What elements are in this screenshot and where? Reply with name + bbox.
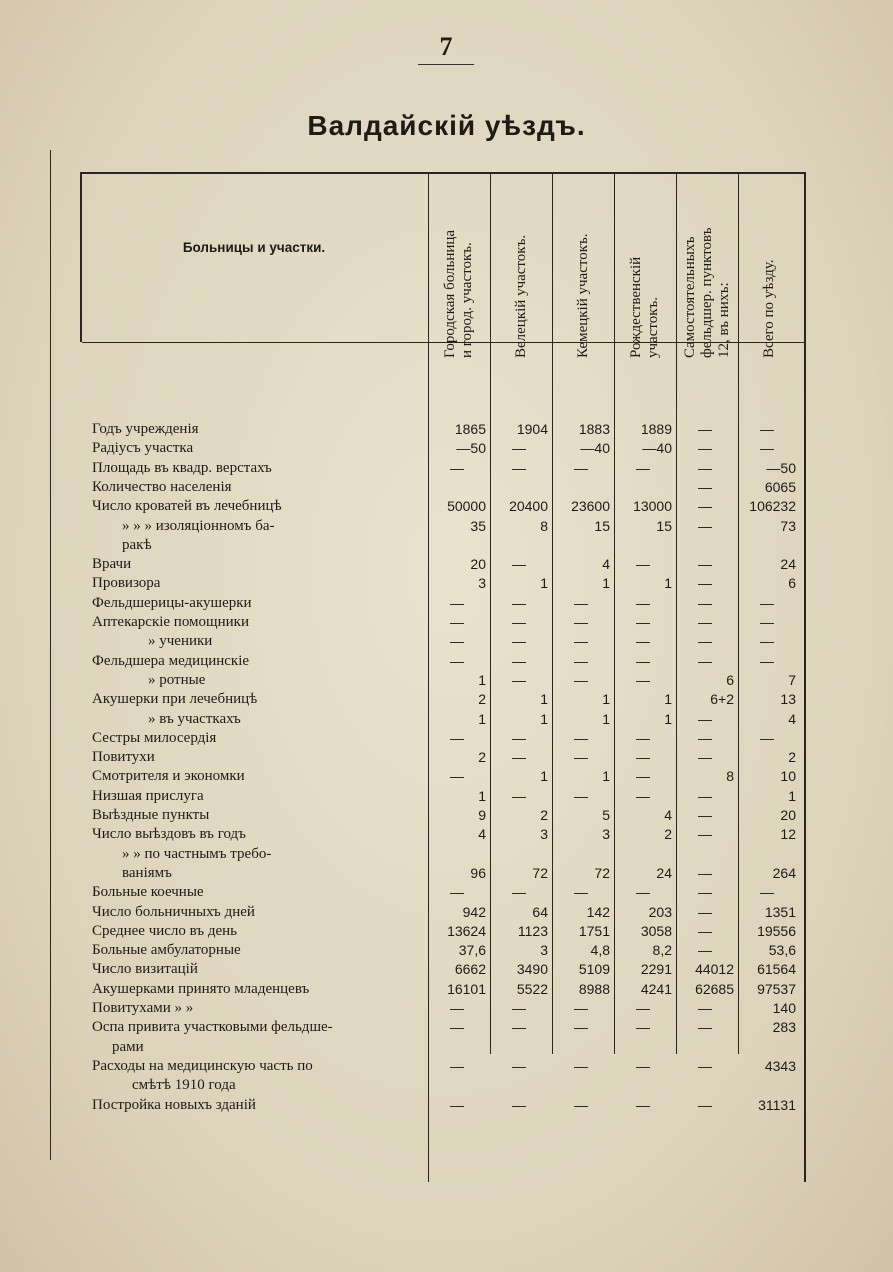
page-number: 7 <box>439 32 453 61</box>
table-row <box>0 999 893 1017</box>
row-value: 1 <box>664 691 672 708</box>
row-value: 1 <box>540 710 548 727</box>
row-value: — <box>450 633 464 650</box>
row-value: — <box>512 614 526 630</box>
row-value: — <box>512 884 526 901</box>
row-label: Фельдшера медицинскіе <box>92 652 250 669</box>
row-value: 1751 <box>578 922 610 939</box>
row-value: — <box>636 884 650 901</box>
row-value: 3 <box>478 575 486 592</box>
row-value: — <box>760 440 774 457</box>
column-heading <box>491 178 551 358</box>
row-value: — <box>760 614 774 630</box>
row-label: Больные коечные <box>92 884 204 901</box>
row-label: » въ участкахъ <box>148 710 241 727</box>
row-value: — <box>698 864 712 881</box>
row-value: 37,6 <box>458 942 486 959</box>
row-value: 97537 <box>757 980 796 997</box>
row-value: — <box>698 710 712 727</box>
row-value: 4343 <box>764 1057 796 1074</box>
column-heading-line: 12, въ нихъ: <box>715 282 732 358</box>
row-value: — <box>512 671 526 688</box>
row-value: — <box>698 478 712 495</box>
table-row <box>0 594 893 612</box>
row-value: — <box>698 903 712 920</box>
row-value: —50 <box>766 459 796 476</box>
row-value: — <box>512 729 526 746</box>
row-value: — <box>636 787 650 804</box>
row-value: — <box>698 440 712 457</box>
row-value: — <box>698 575 712 592</box>
row-value: 50000 <box>447 498 486 515</box>
row-value: 6662 <box>454 961 486 978</box>
row-value: 140 <box>772 1000 796 1016</box>
row-value: 264 <box>772 864 796 881</box>
row-value: 1351 <box>764 903 796 920</box>
table-row <box>0 806 893 824</box>
row-value: — <box>698 421 712 437</box>
table-row <box>0 729 893 747</box>
table-row <box>0 420 893 438</box>
row-value: 1883 <box>578 421 610 437</box>
row-value: 1 <box>478 671 486 688</box>
row-value: 142 <box>586 903 610 920</box>
row-value: — <box>512 652 526 669</box>
row-value: 9 <box>478 807 486 823</box>
row-value: — <box>512 749 526 766</box>
row-value: 6065 <box>764 478 796 495</box>
table-row <box>0 960 893 978</box>
column-heading-line: и город. участокъ. <box>459 242 475 358</box>
row-value: 3490 <box>516 961 548 978</box>
row-value: — <box>636 768 650 785</box>
row-value: — <box>760 729 774 746</box>
row-value: — <box>698 1000 712 1016</box>
row-value: 62685 <box>695 980 734 997</box>
row-value: — <box>450 768 464 785</box>
row-value: — <box>698 787 712 804</box>
table-left-rule <box>80 172 82 342</box>
row-value: 4 <box>478 826 486 843</box>
row-value: 106232 <box>749 498 796 515</box>
row-value: — <box>574 1019 588 1036</box>
row-value: — <box>450 1019 464 1036</box>
row-value: — <box>698 884 712 901</box>
row-value: 10 <box>780 768 796 785</box>
row-value: 15 <box>656 517 672 534</box>
row-value: 1123 <box>517 922 548 939</box>
row-value: — <box>450 614 464 630</box>
row-value: 3 <box>540 942 548 959</box>
row-value: 1 <box>602 768 610 785</box>
row-label: Акушерки при лечебницѣ <box>92 691 258 708</box>
table-row <box>0 671 893 689</box>
row-value: 1904 <box>516 421 548 437</box>
row-value: — <box>698 498 712 515</box>
column-heading-line: Всего по уѣзду. <box>760 259 777 358</box>
row-value: — <box>760 633 774 650</box>
row-value: 1 <box>788 787 796 804</box>
row-value: 72 <box>532 864 548 881</box>
row-value: — <box>512 459 526 476</box>
row-label: » » по частнымъ требо- <box>122 845 272 862</box>
row-label: Число больничныхъ дней <box>92 903 255 920</box>
row-value: 1 <box>540 768 548 785</box>
table-row <box>0 536 893 554</box>
column-heading-line: Велецкій участокъ. <box>512 234 529 358</box>
row-value: — <box>574 884 588 901</box>
row-value: 1 <box>478 787 486 804</box>
table-row <box>0 767 893 785</box>
table-row <box>0 1076 893 1094</box>
row-value: — <box>636 749 650 766</box>
column-heading <box>553 178 613 358</box>
row-value: — <box>636 614 650 630</box>
row-value: — <box>698 614 712 630</box>
row-value: 24 <box>656 864 672 881</box>
row-value: — <box>574 1096 588 1113</box>
table-row <box>0 459 893 477</box>
row-value: — <box>698 826 712 843</box>
row-value: — <box>450 1096 464 1113</box>
row-value: 4,8 <box>590 942 610 959</box>
row-value: — <box>760 594 774 611</box>
column-heading <box>429 178 489 358</box>
table-row <box>0 555 893 573</box>
row-value: 5 <box>602 807 610 823</box>
row-value: — <box>636 459 650 476</box>
row-label: Расходы на медицинскую часть по <box>92 1057 313 1074</box>
row-value: — <box>450 1057 464 1074</box>
row-value: — <box>574 1000 588 1016</box>
table-row <box>0 632 893 650</box>
row-value: — <box>636 671 650 688</box>
row-value: 20 <box>470 556 486 573</box>
row-label: Годъ учрежденія <box>92 421 199 437</box>
row-label: Число кроватей въ лечебницѣ <box>92 498 282 515</box>
row-value: 31131 <box>758 1096 796 1113</box>
row-value: — <box>636 1019 650 1036</box>
row-value: — <box>636 594 650 611</box>
row-value: — <box>698 652 712 669</box>
row-value: 16101 <box>447 980 486 997</box>
row-label: рами <box>112 1038 144 1055</box>
row-value: — <box>636 1096 650 1113</box>
row-label: ракѣ <box>122 536 152 553</box>
table-row <box>0 922 893 940</box>
row-label: Постройка новыхъ зданій <box>92 1096 256 1113</box>
row-value: — <box>574 594 588 611</box>
row-value: 15 <box>594 517 610 534</box>
row-value: 1 <box>602 575 610 592</box>
row-value: 1 <box>664 710 672 727</box>
row-value: — <box>698 807 712 823</box>
row-value: — <box>574 671 588 688</box>
row-label: Фельдшерицы-акушерки <box>92 594 252 611</box>
header-label: Больницы и участки. <box>182 240 326 255</box>
row-value: — <box>574 459 588 476</box>
row-value: — <box>512 594 526 611</box>
row-label: Провизора <box>92 575 161 592</box>
table-top-rule <box>82 172 806 174</box>
row-value: 1 <box>664 575 672 592</box>
row-value: 1 <box>602 691 610 708</box>
row-value: — <box>574 633 588 650</box>
row-value: 2 <box>478 749 486 766</box>
table-row <box>0 710 893 728</box>
row-label: Низшая прислуга <box>92 787 204 804</box>
row-value: — <box>698 556 712 573</box>
row-label: Повитухами » » <box>92 1000 194 1016</box>
row-value: 4 <box>602 556 610 573</box>
row-value: —40 <box>580 440 610 457</box>
row-value: — <box>698 942 712 959</box>
row-value: 72 <box>594 864 610 881</box>
row-value: — <box>450 652 464 669</box>
row-value: 19556 <box>757 922 796 939</box>
column-heading-line: фельдшер. пунктовъ <box>698 227 715 358</box>
row-label: смѣтѣ 1910 года <box>132 1077 236 1094</box>
row-value: 24 <box>780 556 796 573</box>
row-value: — <box>512 633 526 650</box>
row-value: 35 <box>470 517 486 534</box>
row-value: 5522 <box>516 980 548 997</box>
row-value: — <box>760 884 774 901</box>
row-value: — <box>698 729 712 746</box>
column-heading <box>677 178 737 358</box>
row-label: » ротные <box>148 671 206 688</box>
column-heading-line: Рождественскій <box>628 256 644 358</box>
row-value: 1 <box>540 691 548 708</box>
row-value: 8,2 <box>652 942 672 959</box>
row-value: — <box>512 440 526 457</box>
row-value: — <box>698 517 712 534</box>
row-label: Количество населенія <box>92 478 232 495</box>
row-value: 4 <box>788 710 796 727</box>
row-value: 73 <box>780 517 796 534</box>
table-row <box>0 903 893 921</box>
row-value: 13000 <box>633 498 672 515</box>
row-value: 3 <box>540 826 548 843</box>
row-label: Акушерками принято младенцевъ <box>92 980 310 997</box>
row-value: — <box>512 1057 526 1074</box>
row-value: 20400 <box>509 498 548 515</box>
row-label: Сестры милосердія <box>92 729 217 746</box>
row-value: — <box>512 787 526 804</box>
row-value: 20 <box>780 807 796 823</box>
row-value: 1 <box>602 710 610 727</box>
column-heading-line: участокъ. <box>645 296 661 358</box>
row-value: — <box>698 1019 712 1036</box>
page-title: Валдайскій уѣздъ. <box>307 110 586 141</box>
column-heading <box>739 178 799 358</box>
row-value: 2 <box>540 807 548 823</box>
row-value: 2 <box>664 826 672 843</box>
row-value: 3058 <box>640 922 672 939</box>
row-value: — <box>512 1000 526 1016</box>
row-value: 96 <box>470 864 486 881</box>
row-label: Аптекарскіе помощники <box>92 614 249 630</box>
page-number-rule <box>418 64 474 65</box>
row-value: — <box>574 614 588 630</box>
row-value: —50 <box>456 440 486 457</box>
row-value: 6+2 <box>710 691 734 708</box>
row-label: Число выѣздовъ въ годъ <box>92 826 246 843</box>
table-row <box>0 980 893 998</box>
row-value: — <box>450 1000 464 1016</box>
row-value: — <box>574 729 588 746</box>
row-value: — <box>636 633 650 650</box>
row-value: 23600 <box>571 498 610 515</box>
row-value: 203 <box>648 903 672 920</box>
row-value: — <box>698 1057 712 1074</box>
row-value: 64 <box>532 903 548 920</box>
row-label: ваніямъ <box>122 864 172 881</box>
row-value: 2291 <box>640 961 672 978</box>
table-row <box>0 941 893 959</box>
row-value: — <box>512 556 526 573</box>
row-value: 1889 <box>640 421 672 437</box>
table-row <box>0 690 893 708</box>
row-value: — <box>636 1057 650 1074</box>
table-row <box>0 825 893 843</box>
row-value: — <box>574 652 588 669</box>
row-value: — <box>760 421 774 437</box>
row-value: 2 <box>478 691 486 708</box>
row-value: — <box>574 787 588 804</box>
row-value: — <box>574 1057 588 1074</box>
row-value: — <box>450 729 464 746</box>
table-row <box>0 1096 893 1114</box>
row-value: — <box>636 652 650 669</box>
row-value: — <box>636 1000 650 1016</box>
table-row <box>0 478 893 496</box>
row-value: — <box>450 884 464 901</box>
row-label: Радіусъ участка <box>92 440 194 457</box>
table-row <box>0 497 893 515</box>
row-value: — <box>450 459 464 476</box>
row-value: — <box>450 594 464 611</box>
row-value: 44012 <box>695 961 734 978</box>
row-value: — <box>698 459 712 476</box>
table-row <box>0 574 893 592</box>
row-value: — <box>698 749 712 766</box>
table-row <box>0 1057 893 1075</box>
row-label: Площадь въ квадр. верстахъ <box>92 459 272 476</box>
row-label: » ученики <box>148 633 213 650</box>
table-row <box>0 439 893 457</box>
row-value: 1 <box>540 575 548 592</box>
table-row <box>0 787 893 805</box>
table-row <box>0 1038 893 1056</box>
row-value: — <box>512 1096 526 1113</box>
table-row <box>0 517 893 535</box>
column-heading-line: Самостоятельныхъ <box>681 236 698 358</box>
row-label: Выѣздные пункты <box>92 807 210 823</box>
table-row <box>0 1018 893 1036</box>
row-value: — <box>698 594 712 611</box>
row-label: » » » изоляціонномъ ба- <box>122 517 275 534</box>
row-value: 4 <box>664 807 672 823</box>
column-heading-line: Городская больница <box>442 229 458 358</box>
row-value: 61564 <box>757 961 796 978</box>
row-value: — <box>636 556 650 573</box>
row-value: 5109 <box>578 961 610 978</box>
row-value: — <box>698 1096 712 1113</box>
row-value: 8988 <box>578 980 610 997</box>
row-label: Больные амбулаторные <box>92 942 241 959</box>
row-value: 12 <box>780 826 796 843</box>
row-value: 942 <box>462 903 486 920</box>
table-row <box>0 864 893 882</box>
row-value: 1 <box>478 710 486 727</box>
table-row <box>0 652 893 670</box>
table-row <box>0 883 893 901</box>
row-value: — <box>698 922 712 939</box>
column-heading-line: Кемецкій участокъ. <box>574 233 591 358</box>
row-value: 6 <box>788 575 796 592</box>
row-value: 13 <box>780 691 796 708</box>
row-label: Оспа привита участковыми фельдше- <box>92 1019 333 1036</box>
row-value: 4241 <box>640 980 672 997</box>
row-label: Число визитацій <box>92 961 198 978</box>
row-value: 8 <box>726 768 734 785</box>
column-heading <box>615 178 675 358</box>
row-value: 13624 <box>447 922 486 939</box>
row-label: Среднее число въ день <box>92 922 238 939</box>
row-value: —40 <box>642 440 672 457</box>
row-value: — <box>512 1019 526 1036</box>
row-value: 1865 <box>454 421 486 437</box>
table-row <box>0 845 893 863</box>
table-row <box>0 748 893 766</box>
row-value: — <box>698 633 712 650</box>
row-value: 8 <box>540 517 548 534</box>
row-value: 283 <box>772 1019 796 1036</box>
table-row <box>0 613 893 631</box>
row-value: — <box>574 749 588 766</box>
row-value: — <box>636 729 650 746</box>
row-label: Повитухи <box>92 749 155 766</box>
row-value: 2 <box>788 749 796 766</box>
row-label: Врачи <box>92 556 132 573</box>
row-value: 53,6 <box>768 942 796 959</box>
row-label: Смотрителя и экономки <box>92 768 245 785</box>
row-value: — <box>760 652 774 669</box>
row-value: 7 <box>788 671 796 688</box>
row-value: 6 <box>726 671 734 688</box>
row-value: 3 <box>602 826 610 843</box>
